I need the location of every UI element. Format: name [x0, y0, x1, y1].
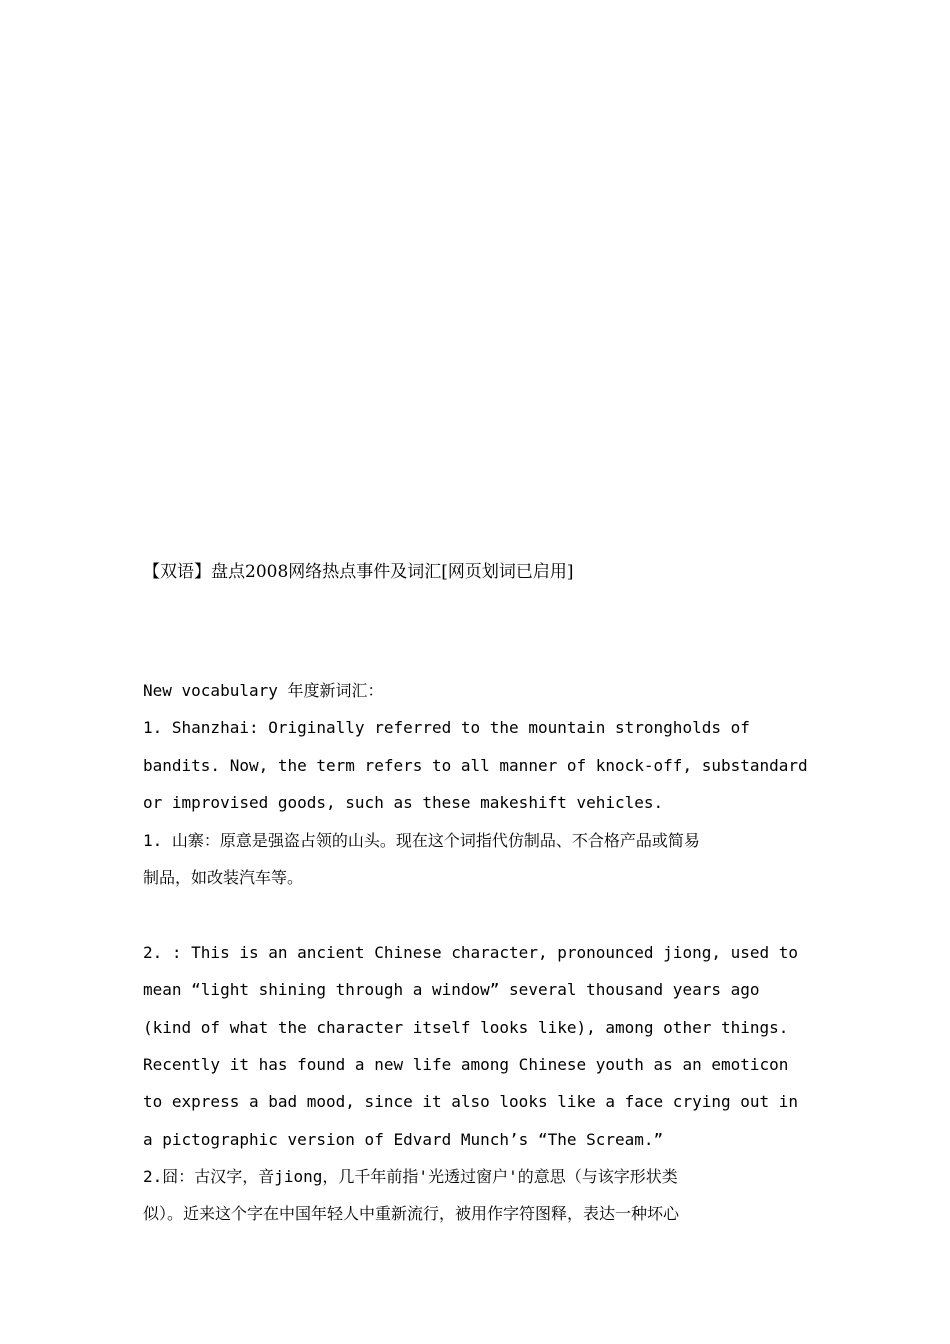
item2-english-line-4: Recently it has found a new life among Chinese youth as an emoticon — [143, 1054, 789, 1074]
document-title: 【双语】盘点2008网络热点事件及词汇[网页划词已启用] — [143, 562, 574, 582]
vocabulary-heading: New vocabulary 年度新词汇： — [143, 681, 384, 700]
item2-english-line-1: 2. : This is an ancient Chinese character, pronounced jiong, used to — [143, 942, 799, 962]
item2-chinese-line-1: 2.囧：古汉字，音jiong，几千年前指'光透过窗户'的意思（与该字形状类 — [143, 1167, 678, 1187]
item2-english-line-2: mean “light shining through a window” several thousand years ago — [143, 980, 760, 1000]
item1-english-line-3: or improvised goods, such as these makeshift vehicles. — [143, 793, 664, 813]
item2-english-line-6: a pictographic version of Edvard Munch’s “The Scream.” — [143, 1129, 664, 1149]
item1-english-line-2: bandits. Now, the term refers to all manner of knock-off, substandard — [143, 755, 808, 775]
item1-chinese-line-2: 制品，如改装汽车等。 — [143, 867, 304, 887]
document-body — [143, 672, 813, 1233]
item2-english-line-3: (kind of what the character itself looks like), among other things. — [143, 1017, 789, 1037]
item1-chinese-line-1: 1. 山寨：原意是强盗占领的山头。现在这个词指代仿制品、不合格产品或简易 — [143, 830, 700, 850]
item2-english-line-5: to express a bad mood, since it also looks like a face crying out in — [143, 1092, 799, 1112]
item1-english-line-1: 1. Shanzhai: Originally referred to the mountain strongholds of — [143, 718, 750, 738]
item2-chinese-line-2: 似）。近来这个字在中国年轻人中重新流行，被用作字符图释，表达一种坏心 — [143, 1204, 680, 1224]
paragraph-spacer — [143, 896, 813, 933]
